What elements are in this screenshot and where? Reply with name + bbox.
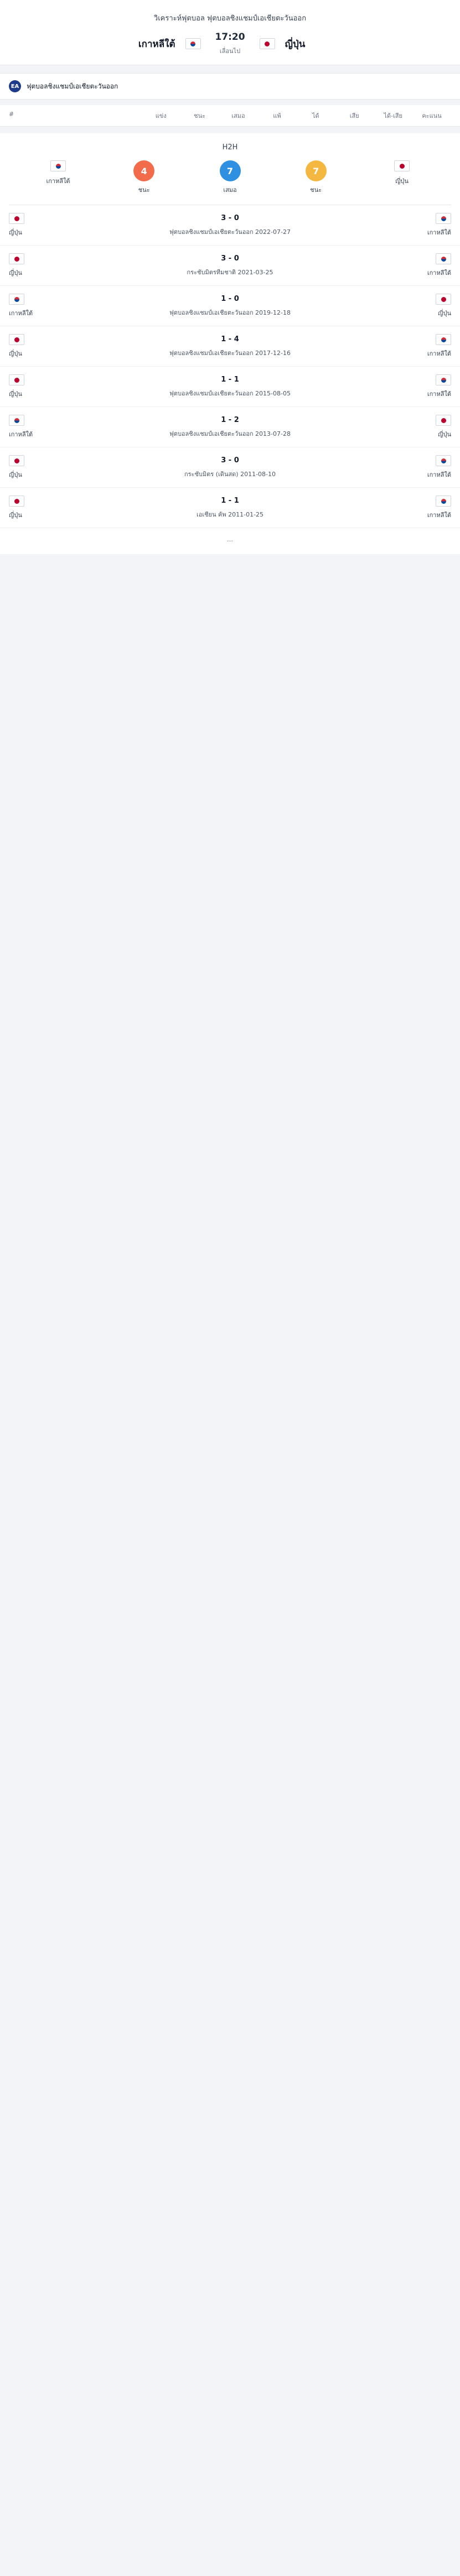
- match-away: [340, 334, 451, 358]
- h2h-home-label: เกาหลีใต้: [46, 178, 70, 185]
- match-away: [340, 213, 451, 237]
- h2h-away-team: [377, 160, 427, 186]
- h2h-match-row[interactable]: [0, 286, 460, 326]
- match-away: [340, 253, 451, 278]
- match-competition: ฟุตบอลชิงแชมป์เอเชียตะวันออก 2013-07-28: [169, 430, 291, 437]
- match-home: [9, 334, 120, 358]
- japan-flag-icon: [9, 334, 24, 345]
- match-home-name: ญี่ปุ่น: [9, 229, 22, 236]
- col-diff: ได้-เสีย: [384, 112, 402, 119]
- japan-flag-icon: [9, 455, 24, 466]
- match-away: [340, 496, 451, 520]
- match-score: 1 - 4: [221, 335, 239, 343]
- match-home-name: ญี่ปุ่น: [9, 269, 22, 277]
- standings-header: [0, 105, 460, 127]
- match-score: 1 - 0: [221, 294, 239, 303]
- match-score: 1 - 2: [221, 415, 239, 424]
- match-home: [9, 294, 120, 318]
- japan-flag-icon: [9, 213, 24, 224]
- away-wins-bubble: 7: [306, 160, 327, 181]
- page-title: วิเคราะห์ฟุตบอล ฟุตบอลชิงแชมป์เอเชียตะวันออก: [153, 14, 307, 23]
- match-away: [340, 455, 451, 479]
- japan-flag-icon: [394, 160, 410, 171]
- h2h-match-row[interactable]: [0, 326, 460, 367]
- match-away-name: เกาหลีใต้: [427, 390, 451, 398]
- h2h-summary: [0, 157, 460, 205]
- match-away: [340, 374, 451, 399]
- col-against: เสีย: [349, 112, 359, 119]
- match-center: [120, 295, 340, 317]
- home-team-name[interactable]: เกาหลีใต้: [138, 38, 175, 50]
- japan-flag-icon: [436, 294, 451, 305]
- match-header: [0, 0, 460, 65]
- japan-flag-icon: [9, 496, 24, 507]
- match-home: [9, 213, 120, 237]
- match-score: 3 - 0: [221, 456, 239, 465]
- korea-flag-icon: [185, 38, 201, 49]
- h2h-section: [0, 133, 460, 554]
- korea-flag-icon: [436, 334, 451, 345]
- match-score: 3 - 0: [221, 213, 239, 222]
- match-home: [9, 496, 120, 520]
- score-box: [211, 32, 250, 56]
- h2h-match-row[interactable]: [0, 367, 460, 407]
- match-away-name: ญี่ปุ่น: [438, 431, 451, 438]
- match-away: [340, 294, 451, 318]
- korea-flag-icon: [436, 455, 451, 466]
- match-away-name: ญี่ปุ่น: [438, 310, 451, 317]
- league-bar[interactable]: [0, 73, 460, 100]
- match-center: [120, 416, 340, 439]
- match-score: 1 - 1: [221, 496, 239, 505]
- col-points: คะแนน: [422, 112, 442, 119]
- korea-flag-icon: [9, 415, 24, 426]
- match-score: 3 - 0: [221, 254, 239, 263]
- h2h-draws: [205, 160, 255, 195]
- h2h-away-wins: [291, 160, 341, 195]
- match-competition: ฟุตบอลชิงแชมป์เอเชียตะวันออก 2017-12-16: [169, 349, 291, 357]
- h2h-home-wins: [119, 160, 169, 195]
- korea-flag-icon: [436, 496, 451, 507]
- match-center: [120, 376, 340, 398]
- match-home: [9, 253, 120, 278]
- match-home-name: ญี่ปุ่น: [9, 471, 22, 478]
- draws-label: เสมอ: [223, 186, 237, 194]
- match-away-name: เกาหลีใต้: [427, 229, 451, 236]
- match-center: [120, 335, 340, 358]
- korea-flag-icon: [436, 253, 451, 264]
- match-away-name: เกาหลีใต้: [427, 512, 451, 519]
- col-lost: แพ้: [273, 112, 281, 119]
- more-note: …: [227, 536, 233, 543]
- japan-flag-icon: [436, 415, 451, 426]
- h2h-match-row[interactable]: [0, 407, 460, 447]
- match-away-name: เกาหลีใต้: [427, 269, 451, 277]
- wins-label: ชนะ: [138, 186, 150, 194]
- away-wins-label: ชนะ: [310, 186, 322, 194]
- match-competition: กระชับมิตร (เดินสด) 2011-08-10: [184, 470, 276, 478]
- match-competition: ฟุตบอลชิงแชมป์เอเชียตะวันออก 2015-08-05: [169, 389, 291, 397]
- h2h-match-row[interactable]: [0, 447, 460, 488]
- match-competition: เอเชียน คัพ 2011-01-25: [196, 510, 264, 518]
- col-won: ชนะ: [194, 112, 206, 119]
- match-away-name: เกาหลีใต้: [427, 471, 451, 478]
- match-home-name: เกาหลีใต้: [9, 310, 33, 317]
- h2h-title: H2H: [222, 143, 238, 152]
- korea-flag-icon: [436, 213, 451, 224]
- match-score: 1 - 1: [221, 375, 239, 384]
- japan-flag-icon: [260, 38, 275, 49]
- korea-flag-icon: [9, 294, 24, 305]
- match-home-name: ญี่ปุ่น: [9, 350, 22, 357]
- korea-flag-icon: [50, 160, 66, 171]
- col-played: แข่ง: [155, 112, 167, 119]
- match-competition: ฟุตบอลชิงแชมป์เอเชียตะวันออก 2022-07-27: [169, 228, 291, 236]
- match-competition: กระชับมิตรทีมชาติ 2021-03-25: [187, 268, 273, 276]
- match-home-name: เกาหลีใต้: [9, 431, 33, 438]
- h2h-match-row[interactable]: [0, 205, 460, 246]
- match-center: [120, 254, 340, 277]
- match-home: [9, 374, 120, 399]
- league-name: ฟุตบอลชิงแชมป์เอเชียตะวันออก: [27, 82, 118, 90]
- match-center: [120, 214, 340, 237]
- draws-bubble: 7: [220, 160, 241, 181]
- col-rank: #: [9, 111, 14, 118]
- wins-bubble: 4: [133, 160, 154, 181]
- match-status: เลื่อนไป: [219, 48, 241, 55]
- japan-flag-icon: [9, 374, 24, 385]
- h2h-match-row[interactable]: [0, 488, 460, 528]
- match-competition: ฟุตบอลชิงแชมป์เอเชียตะวันออก 2019-12-18: [169, 309, 291, 316]
- h2h-match-row[interactable]: [0, 246, 460, 286]
- match-home: [9, 455, 120, 479]
- match-home: [9, 415, 120, 439]
- col-for: ได้: [312, 112, 319, 119]
- h2h-match-list: [0, 205, 460, 528]
- away-team-name[interactable]: ญี่ปุ่น: [285, 38, 306, 50]
- match-away: [340, 415, 451, 439]
- kickoff-time: 17:20: [215, 32, 245, 43]
- col-team: [25, 111, 142, 121]
- h2h-away-label: ญี่ปุ่น: [395, 178, 409, 185]
- page: [0, 0, 460, 554]
- league-logo-icon: EA: [9, 80, 21, 92]
- match-center: [120, 456, 340, 479]
- match-away-name: เกาหลีใต้: [427, 350, 451, 357]
- korea-flag-icon: [436, 374, 451, 385]
- match-home-name: ญี่ปุ่น: [9, 390, 22, 398]
- h2h-home-team: [33, 160, 83, 186]
- japan-flag-icon: [9, 253, 24, 264]
- teams-row: [0, 32, 460, 56]
- match-home-name: ญี่ปุ่น: [9, 512, 22, 519]
- col-drawn: เสมอ: [231, 112, 245, 119]
- match-center: [120, 497, 340, 519]
